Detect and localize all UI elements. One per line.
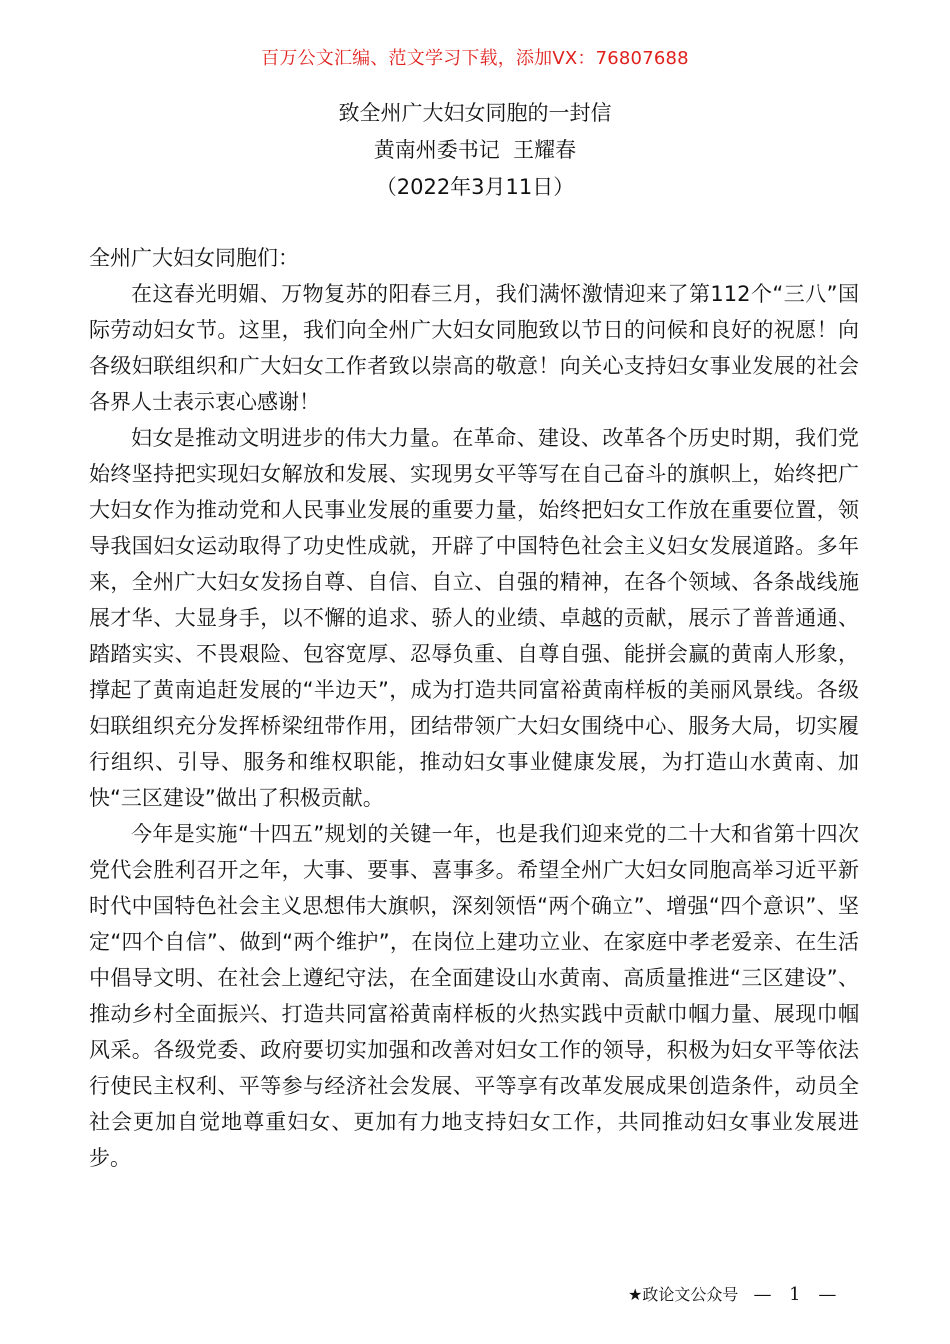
letter-body (89, 240, 859, 1176)
page-number: — 1 — (753, 1284, 843, 1305)
paragraph: 妇女是推动文明进步的伟大力量。在革命、建设、改革各个历史时期，我们党始终坚持把实现妇女解放和发展、实现男女平等写在自己奋斗的旗帜上，始终把广大妇女作为推动党和人民事业发展的重要力量，始终把妇女工作放在重要位置，领导我国妇女运动取得了功史性成就，开辟了中国特色社会主义妇女发展道路。多年来，全州广大妇女发扬自尊、自信、自立、自强的精神，在各个领域、各条战线施展才华、大显身手，以不懈的追求、骄人的业绩、卓越的贡献，展示了普普通通、踏踏实实、不畏艰险、包容宽厚、忍辱负重、自尊自强、能拼会赢的黄南人形象，撑起了黄南追赶发展的“半边天”，成为打造共同富裕黄南样板的美丽风景线。各级妇联组织充分发挥桥梁纽带作用，团结带领广大妇女围绕中心、服务大局，切实履行组织、引导、服务和维权职能，推动妇女事业健康发展，为打造山水黄南、加快“三区建设”做出了积极贡献。 (89, 426, 859, 810)
paragraph: 在这春光明媚、万物复苏的阳春三月，我们满怀激情迎来了第112个“三八”国际劳动妇女节。这里，我们向全州广大妇女同胞致以节日的问候和良好的祝愿！向各级妇联组织和广大妇女工作者致以崇高的敬意！向关心支持妇女事业发展的社会各界人士表示衷心感谢！ (89, 282, 859, 414)
letter-title: 致全州广大妇女同胞的一封信 (338, 101, 612, 125)
paragraph: 今年是实施“十四五”规划的关键一年，也是我们迎来党的二十大和省第十四次党代会胜利召开之年，大事、要事、喜事多。希望全州广大妇女同胞高举习近平新时代中国特色社会主义思想伟大旗帜，深刻领悟“两个确立”、增强“四个意识”、坚定“四个自信”、做到“两个维护”，在岗位上建功立业、在家庭中孝老爱亲、在生活中倡导文明、在社会上遵纪守法，在全面建设山水黄南、高质量推进“三区建设”、推动乡村全面振兴、打造共同富裕黄南样板的火热实践中贡献巾帼力量、展现巾帼风采。各级党委、政府要切实加强和改善对妇女工作的领导，积极为妇女平等依法行使民主权利、平等参与经济社会发展、平等享有改革发展成果创造条件，动员全社会更加自觉地尊重妇女、更加有力地支持妇女工作，共同推动妇女事业发展进步。 (89, 822, 859, 1170)
salutation: 全州广大妇女同胞们： (89, 246, 299, 270)
letter-header (0, 95, 950, 206)
promo-banner: 百万公文汇编、范文学习下载，添加VX：76807688 (261, 48, 689, 69)
page-footer (628, 1283, 842, 1307)
letter-author: 黄南州委书记 王耀春 (373, 138, 577, 162)
letter-date: （2022年3月11日） (375, 175, 575, 199)
footer-source: ★政论文公众号 (628, 1285, 739, 1304)
